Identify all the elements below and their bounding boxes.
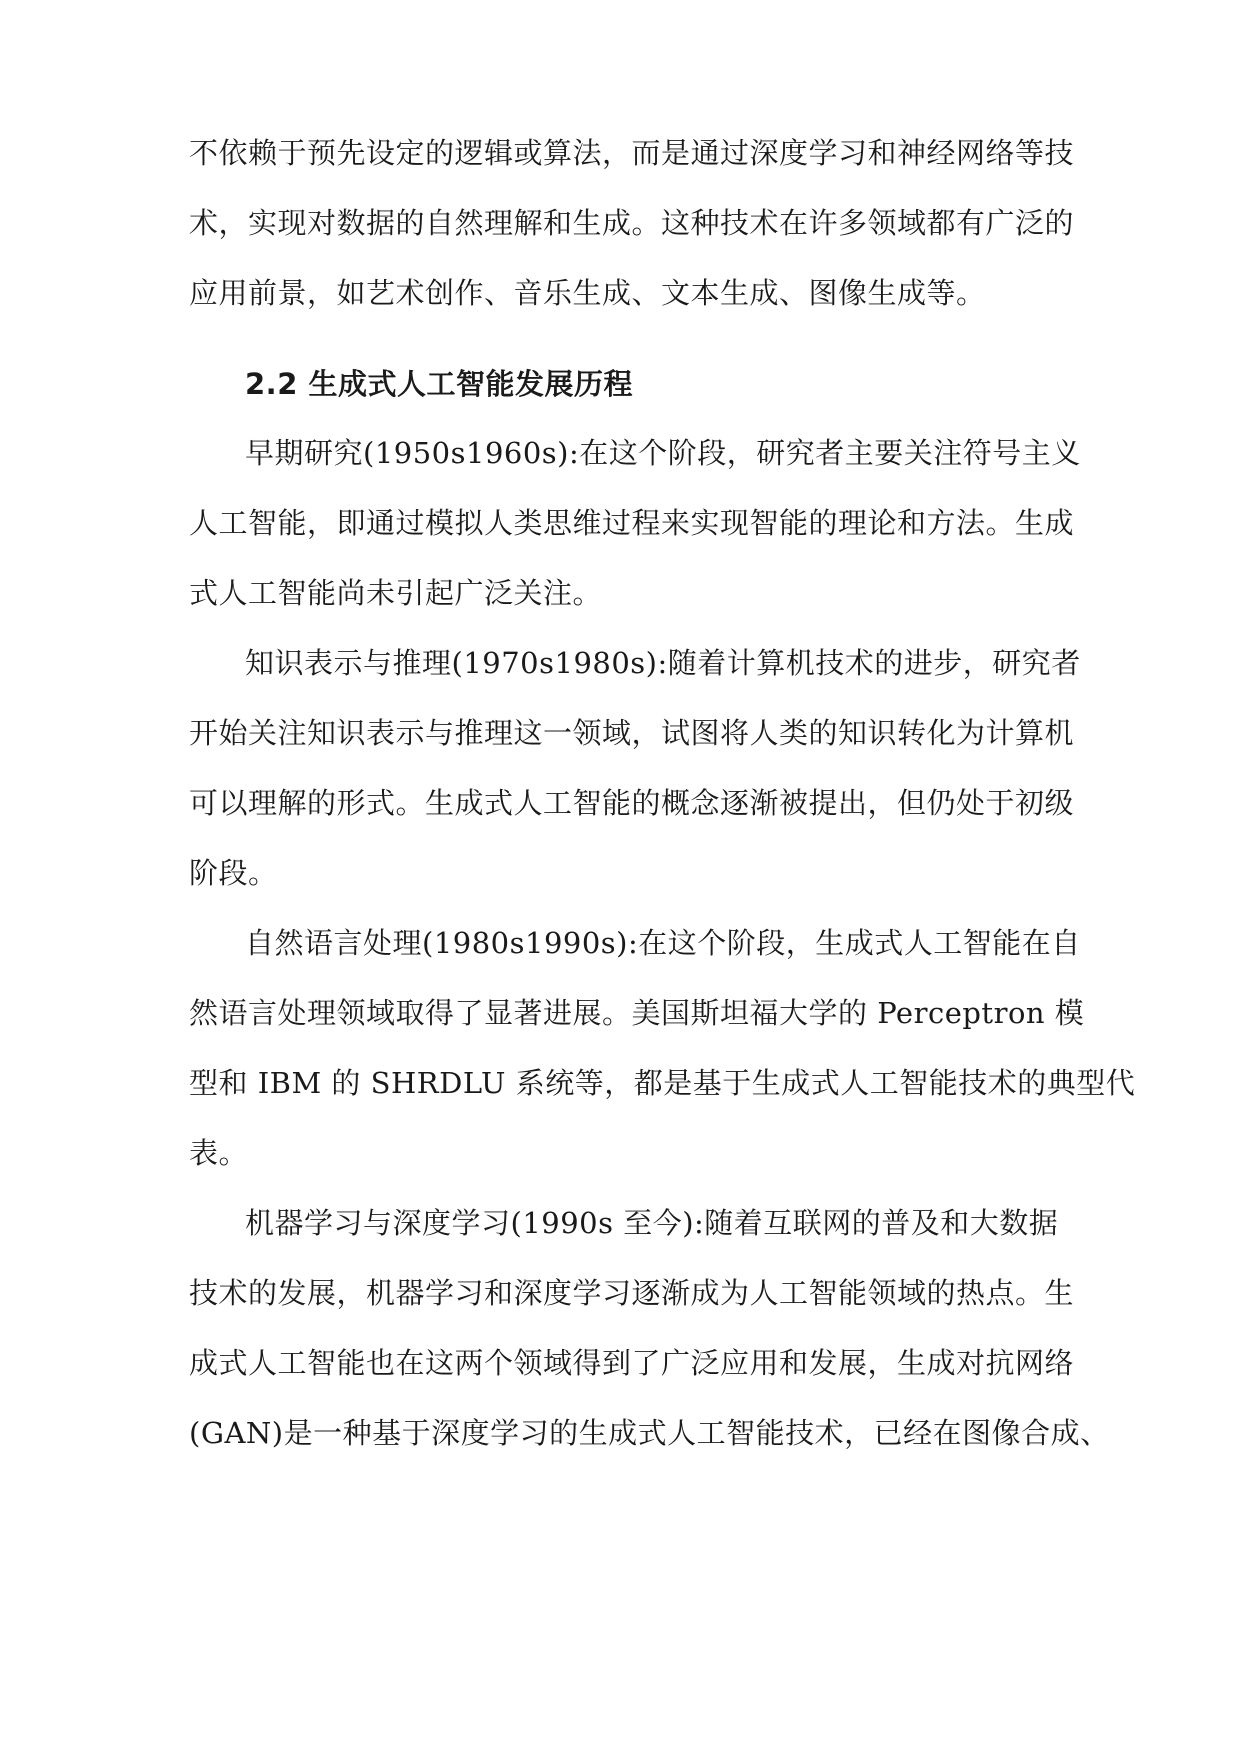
nlp-line-3: 型和 IBM 的 SHRDLU 系统等，都是基于生成式人工智能技术的典型代 — [189, 1066, 1136, 1100]
intro-line-1: 不依赖于预先设定的逻辑或算法，而是通过深度学习和神经网络等技 — [189, 136, 1075, 170]
nlp-line-4: 表。 — [189, 1136, 249, 1170]
ml-line-4: (GAN)是一种基于深度学习的生成式人工智能技术，已经在图像合成、 — [189, 1416, 1110, 1450]
intro-line-2: 术，实现对数据的自然理解和生成。这种技术在许多领域都有广泛的 — [189, 206, 1075, 240]
ml-line-1: 机器学习与深度学习(1990s 至今):随着互联网的普及和大数据 — [245, 1206, 1059, 1240]
ml-line-3: 成式人工智能也在这两个领域得到了广泛应用和发展，生成对抗网络 — [189, 1346, 1075, 1380]
knowledge-line-2: 开始关注知识表示与推理这一领域，试图将人类的知识转化为计算机 — [189, 716, 1075, 750]
early-research-line-1: 早期研究(1950s1960s):在这个阶段，研究者主要关注符号主义 — [245, 436, 1081, 470]
nlp-line-2: 然语言处理领域取得了显著进展。美国斯坦福大学的 Perceptron 模 — [189, 996, 1085, 1030]
knowledge-line-3: 可以理解的形式。生成式人工智能的概念逐渐被提出，但仍处于初级 — [189, 786, 1075, 820]
knowledge-line-1: 知识表示与推理(1970s1980s):随着计算机技术的进步，研究者 — [245, 646, 1081, 680]
knowledge-line-4: 阶段。 — [189, 856, 278, 890]
intro-line-3: 应用前景，如艺术创作、音乐生成、文本生成、图像生成等。 — [189, 276, 986, 310]
nlp-line-1: 自然语言处理(1980s1990s):在这个阶段，生成式人工智能在自 — [245, 926, 1081, 960]
early-research-line-3: 式人工智能尚未引起广泛关注。 — [189, 576, 603, 610]
early-research-line-2: 人工智能，即通过模拟人类思维过程来实现智能的理论和方法。生成 — [189, 506, 1075, 540]
section-heading: 2.2 生成式人工智能发展历程 — [245, 367, 633, 401]
ml-line-2: 技术的发展，机器学习和深度学习逐渐成为人工智能领域的热点。生 — [189, 1276, 1075, 1310]
